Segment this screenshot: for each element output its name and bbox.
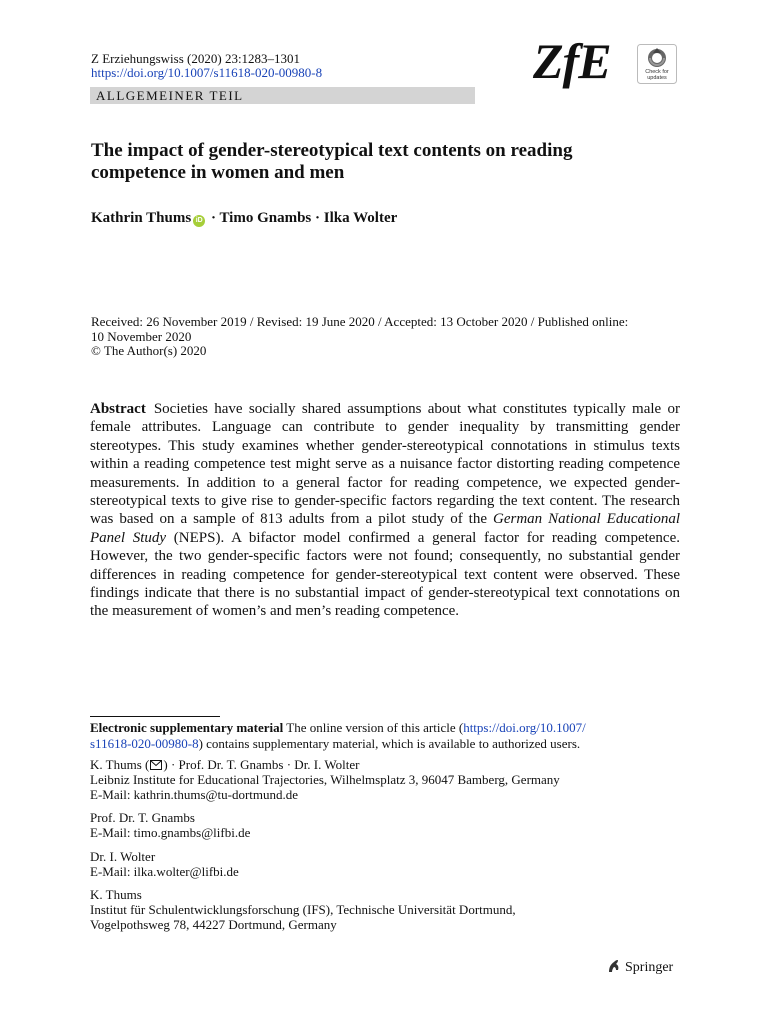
copyright-line: © The Author(s) 2020: [91, 343, 207, 358]
check-updates-label: Check for updates: [645, 69, 669, 81]
springer-horse-icon: [606, 958, 622, 974]
abstract-text: Societies have socially shared assumptions about what constitutes typically male or female attributes. Language can contribute to gender inequality by transmitting gender stereotypes. This study examines whether gender-stereotypical connotations in stimulus texts within a reading competence test might serve as a nuisance factor distorting reading competence measurements. In addition to a general factor for reading competence, we expected gender-stereotypical texts to give rise to gender-specific factors regarding the text content. The research was based on a sample of 813 adults from a pilot study of the: [90, 401, 680, 528]
affil-name: Dr. I. Wolter: [90, 849, 156, 864]
affil-name: Prof. Dr. T. Gnambs: [90, 810, 195, 825]
author-name[interactable]: Kathrin Thums: [91, 210, 192, 226]
journal-reference: Z Erziehungswiss (2020) 23:1283–1301: [91, 51, 301, 66]
supplementary-heading: Electronic supplementary material: [90, 720, 284, 735]
author-name[interactable]: Ilka Wolter: [323, 210, 398, 226]
check-for-updates-badge[interactable]: [637, 44, 677, 84]
corresponding-authors: [90, 757, 680, 772]
supplementary-text-end: ) contains supplementary material, which is available to authorized users.: [198, 735, 581, 751]
institution: Leibniz Institute for Educational Trajectories, Wilhelmsplatz 3, 96047 Bamberg, Germany: [90, 772, 560, 787]
springer-logo: [606, 958, 673, 977]
affiliation-block-4: [90, 887, 680, 932]
author-separator: ·: [210, 210, 216, 226]
affil-names: K. Thums (: [90, 757, 150, 772]
envelope-icon[interactable]: [150, 760, 162, 770]
affiliation-block-3: [90, 849, 680, 879]
abstract-italic-study-name: German National Educational Panel Study: [90, 511, 680, 546]
author-list: [91, 209, 397, 227]
author-name[interactable]: Timo Gnambs: [219, 210, 312, 226]
email[interactable]: E-Mail: timo.gnambs@lifbi.de: [90, 825, 251, 840]
affiliation-block-2: [90, 810, 680, 840]
history-published-line: 10 November 2020: [91, 328, 192, 344]
abstract-text-continued: (NEPS). A bifactor model confirmed a general factor for reading competence. However, the two gender-specific factors were not found; consequently, no substantial gender differences in reading competence for gender-stereotypical text content were observed. These findings indicate that there is no substantial impact of gender-stereotypical text connotations on the measurement of women’s and men’s reading competence.: [90, 529, 681, 620]
supplementary-doi-part1: https://doi.org/10.1007/: [463, 720, 586, 735]
affiliation-block-1: [90, 757, 680, 802]
email[interactable]: E-Mail: kathrin.thums@tu-dortmund.de: [90, 787, 299, 802]
supplementary-doi-part2: s11618-020-00980-8: [90, 735, 199, 751]
article-history: [91, 315, 681, 359]
orcid-icon[interactable]: iD: [193, 215, 205, 227]
footnote-divider: [90, 716, 220, 717]
affil-name: K. Thums: [90, 887, 142, 902]
institution: Institut für Schulentwicklungsforschung (IFS), Technische Universität Dortmund,: [90, 902, 516, 917]
abstract-heading: Abstract: [90, 401, 146, 417]
supplementary-note: [90, 720, 650, 751]
email[interactable]: E-Mail: ilka.wolter@lifbi.de: [90, 864, 239, 879]
history-dates-line: Received: 26 November 2019 / Revised: 19 June 2020 / Accepted: 13 October 2020 / Published online:: [91, 314, 629, 329]
abstract: [90, 400, 680, 621]
doi-link[interactable]: https://doi.org/10.1007/s11618-020-00980-8: [91, 65, 323, 80]
publisher-name: Springer: [625, 960, 674, 975]
institution-address: Vogelpothsweg 78, 44227 Dortmund, Germany: [90, 917, 337, 932]
section-label: ALLGEMEINER TEIL: [96, 88, 244, 103]
zfe-logo: ZfE: [533, 33, 611, 89]
supplementary-text: The online version of this article (: [286, 720, 464, 735]
affil-names-rest: ) · Prof. Dr. T. Gnambs · Dr. I. Wolter: [163, 757, 360, 772]
article-title: The impact of gender-stereotypical text contents on reading competence in women and men: [91, 140, 573, 183]
author-separator: ·: [315, 210, 321, 226]
